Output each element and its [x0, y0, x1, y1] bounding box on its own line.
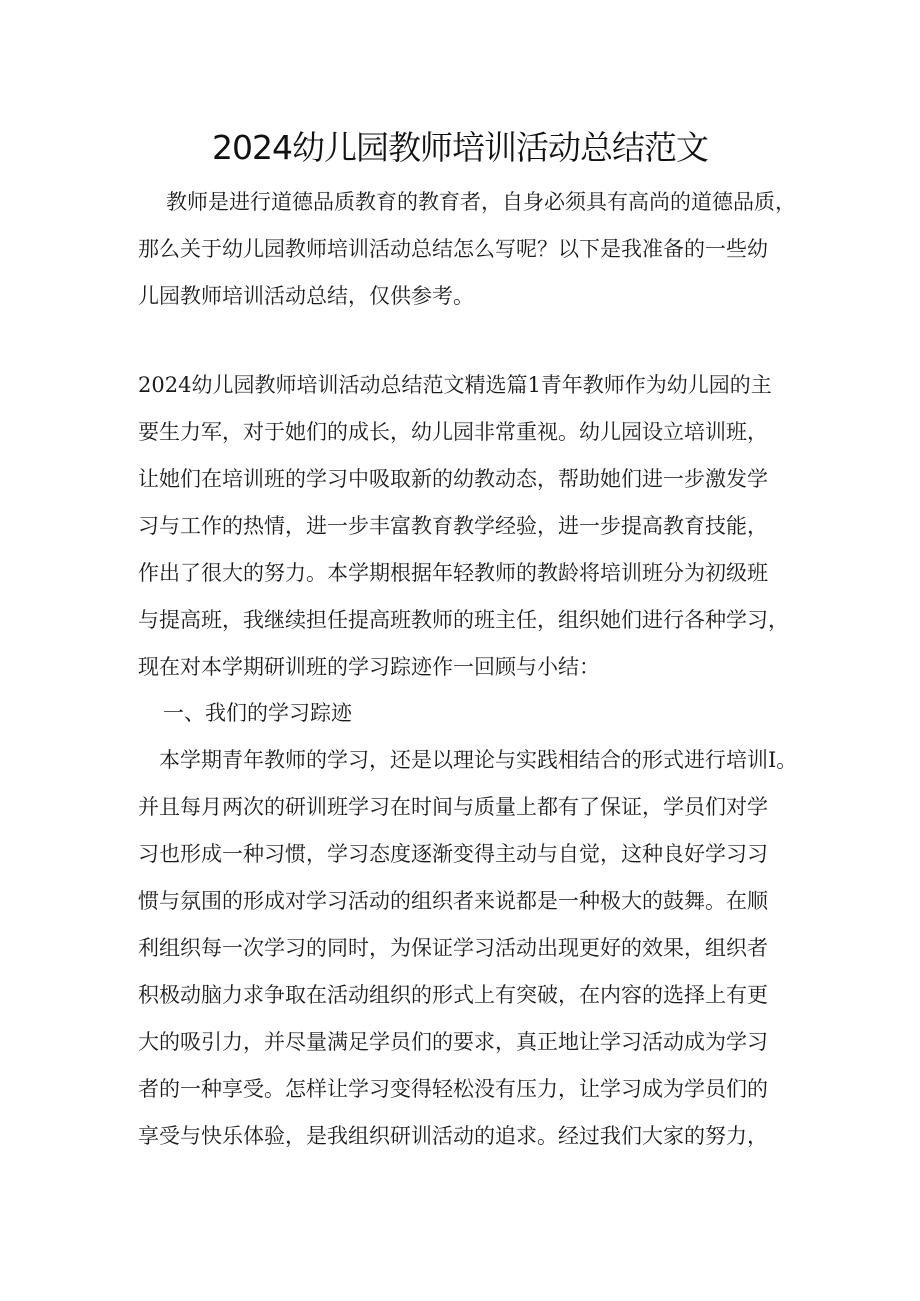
- section2-line-8: 者的一种享受。怎样让学习变得轻松没有压力，让学习成为学员们的: [138, 1077, 768, 1101]
- intro-line-1: 教师是进行道德品质教育的教育者，自身必须具有高尚的道德品质，: [166, 190, 796, 214]
- section1-line-4: 习与工作的热情，进一步丰富教育教学经验，进一步提高教育技能，: [138, 514, 768, 538]
- intro-line-3: 儿园教师培训活动总结，仅供参考。: [138, 284, 474, 308]
- document-title: 2024幼儿园教师培训活动总结范文: [212, 128, 708, 167]
- section2-line-3: 习也形成一种习惯，学习态度逐渐变得主动与自觉，这种良好学习习: [138, 842, 768, 866]
- section1-line-3: 让她们在培训班的学习中吸取新的幼教动态，帮助她们进一步激发学: [138, 467, 768, 491]
- section1-line-1: 2024幼儿园教师培训活动总结范文精选篇1青年教师作为幼儿园的主: [138, 373, 772, 397]
- section-heading: 一、我们的学习踪迹: [163, 701, 352, 725]
- section1-line-2: 要生力军，对于她们的成长，幼儿园非常重视。幼儿园设立培训班，: [138, 420, 768, 444]
- section2-line-5: 利组织每一次学习的同时，为保证学习活动出现更好的效果，组织者: [138, 936, 768, 960]
- section1-line-6: 与提高班，我继续担任提高班教师的班主任，组织她们进行各种学习，: [138, 608, 789, 632]
- section2-line-9: 享受与快乐体验，是我组织研训活动的追求。经过我们大家的努力，: [138, 1124, 768, 1148]
- section2-line-7: 大的吸引力，并尽量满足学员们的要求，真正地让学习活动成为学习: [138, 1030, 768, 1054]
- section2-line-4: 惯与氛围的形成对学习活动的组织者来说都是一种极大的鼓舞。在顺: [138, 889, 768, 913]
- intro-line-2: 那么关于幼儿园教师培训活动总结怎么写呢？以下是我准备的一些幼: [138, 237, 768, 261]
- section2-line-1: 本学期青年教师的学习，还是以理论与实践相结合的形式进行培训I。: [159, 748, 798, 772]
- section1-line-7: 现在对本学期研训班的学习踪迹作一回顾与小结：: [138, 655, 600, 679]
- section2-line-2: 并且每月两次的研训班学习在时间与质量上都有了保证，学员们对学: [138, 795, 768, 819]
- section2-line-6: 积极动脑力求争取在活动组织的形式上有突破，在内容的选择上有更: [138, 983, 768, 1007]
- section1-line-5: 作出了很大的努力。本学期根据年轻教师的教龄将培训班分为初级班: [138, 561, 768, 585]
